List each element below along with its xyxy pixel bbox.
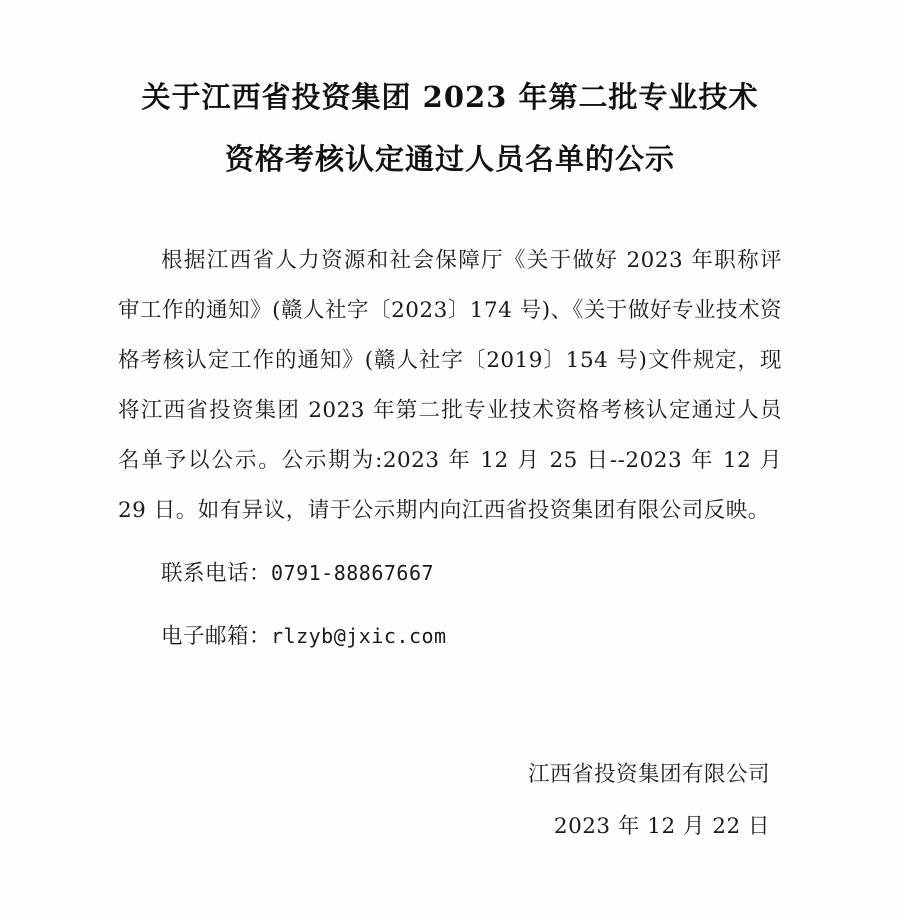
signature-organization: 江西省投资集团有限公司 <box>527 762 770 787</box>
contact-email-value: rlzyb@jxic.com <box>271 624 447 648</box>
page-title <box>0 0 900 190</box>
contact-phone-label: 联系电话： <box>161 561 272 586</box>
contact-email-label: 电子邮箱： <box>161 624 272 649</box>
page-title-line-2: 资格考核认定通过人员名单的公示 <box>224 142 675 176</box>
contact-phone <box>118 548 782 599</box>
document-body <box>0 236 900 662</box>
contact-email <box>118 611 782 662</box>
body-paragraph: 根据江西省人力资源和社会保障厅《关于做好 2023 年职称评审工作的通知》(赣人社字〔2023〕174 号)、《关于做好专业技术资格考核认定工作的通知》(赣人社字〔2019〕154 号)文件规定，现将江西省投资集团 2023 年第二批专业技术资格考核认定通过人员名单予以公示。公示期为:2023 年 12 月 25 日--2023 年 12 月 29 日。如有异议，请于公示期内向江西省投资集团有限公司反映。 <box>118 248 782 523</box>
page-title-line-1: 关于江西省投资集团 2023 年第二批专业技术 <box>141 80 759 114</box>
contact-phone-value: 0791-88867667 <box>271 561 435 585</box>
signature-date: 2023 年 12 月 22 日 <box>553 814 770 839</box>
signature-block <box>0 752 900 850</box>
